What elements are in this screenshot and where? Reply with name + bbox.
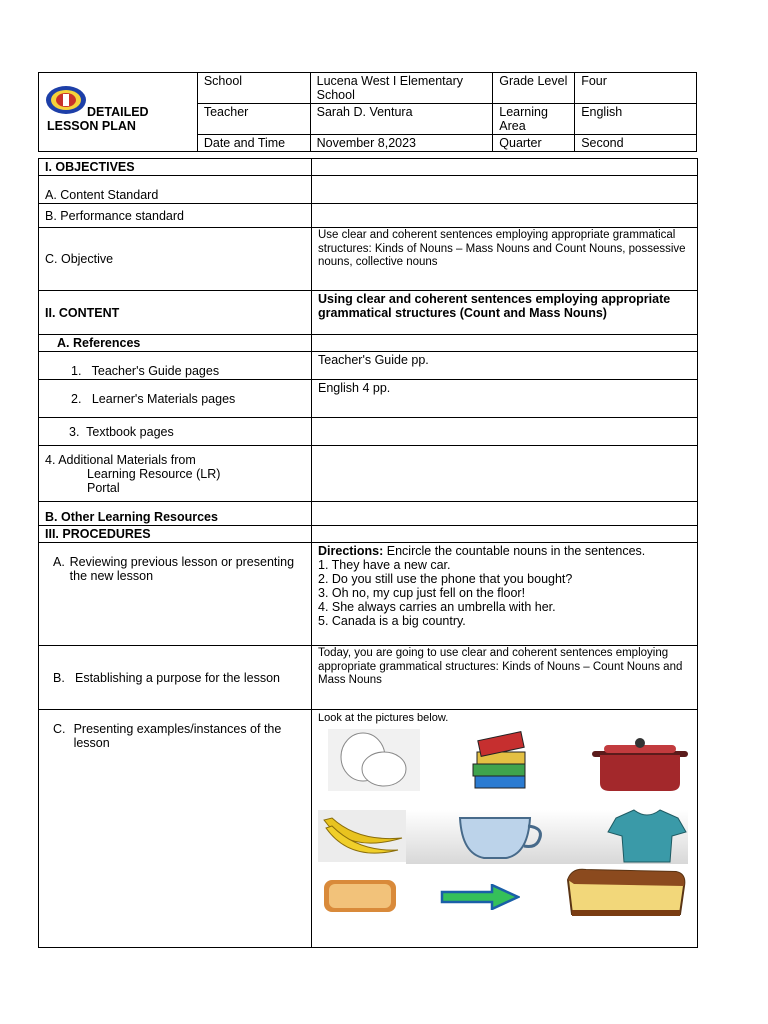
proc-a: A. Reviewing previous lesson or presenting the new lesson bbox=[39, 543, 312, 646]
sentence-3: 3. Oh no, my cup just fell on the floor! bbox=[318, 586, 526, 600]
title-cell: DETAILED LESSON PLAN bbox=[39, 73, 198, 152]
date-label: Date and Time bbox=[197, 135, 310, 152]
shirt-icon bbox=[606, 808, 688, 864]
sentence-1: 1. They have a new car. bbox=[318, 558, 451, 572]
sentence-5: 5. Canada is a big country. bbox=[318, 614, 466, 628]
purpose-text: Today, you are going to use clear and coherent sentences employing appropriate grammatical structures: Kinds of Nouns – Count Nouns and Mass Nouns bbox=[312, 646, 698, 710]
grade-value: Four bbox=[575, 73, 697, 104]
school-value: Lucena West I Elementary School bbox=[310, 73, 493, 104]
objective-text: Use clear and coherent sentences employing appropriate grammatical structures: Kinds of Nouns – Mass Nouns and Count Nouns, possessive nouns, collective nouns bbox=[312, 228, 698, 291]
doc-title: DETAILED bbox=[87, 105, 149, 119]
area-value: English bbox=[575, 104, 697, 135]
books-icon bbox=[467, 730, 531, 792]
quarter-label: Quarter bbox=[493, 135, 575, 152]
lr-label: 4. Additional Materials from Learning Resource (LR) Portal bbox=[39, 446, 312, 502]
performance-standard-label: B. Performance standard bbox=[39, 204, 312, 228]
school-label: School bbox=[197, 73, 310, 104]
tg-label: 1. Teacher's Guide pages bbox=[39, 352, 312, 380]
grade-label: Grade Level bbox=[493, 73, 575, 104]
quarter-value: Second bbox=[575, 135, 697, 152]
tb-label: 3. Textbook pages bbox=[39, 418, 312, 446]
arrow-icon bbox=[440, 884, 520, 910]
pot-icon bbox=[590, 737, 690, 793]
references-heading: A. References bbox=[39, 335, 312, 352]
review-directions: Directions: Encircle the countable nouns in the sentences. 1. They have a new car. 2. Do you still use the phone that you bought? 3. Oh no, my cup just fell on the floor! 4. She always carries an umbrella with her. 5. Canada is a big country. bbox=[312, 543, 698, 646]
sentence-2: 2. Do you still use the phone that you bought? bbox=[318, 572, 573, 586]
bananas-icon bbox=[318, 810, 406, 862]
teacher-label: Teacher bbox=[197, 104, 310, 135]
cake-icon bbox=[562, 864, 688, 920]
objectives-heading: I. OBJECTIVES bbox=[39, 159, 312, 176]
content-standard-label: A. Content Standard bbox=[39, 176, 312, 204]
sentence-4: 4. She always carries an umbrella with her. bbox=[318, 600, 556, 614]
other-resources-heading: B. Other Learning Resources bbox=[39, 502, 312, 526]
procedures-heading: III. PROCEDURES bbox=[39, 526, 312, 543]
proc-b: B. Establishing a purpose for the lesson bbox=[39, 646, 312, 710]
content-text: Using clear and coherent sentences employing appropriate grammatical structures (Count and Mass Nouns) bbox=[312, 291, 698, 335]
tg-text: Teacher's Guide pp. bbox=[312, 352, 698, 380]
content-heading: II. CONTENT bbox=[39, 291, 312, 335]
lm-text: English 4 pp. bbox=[312, 380, 698, 418]
teacher-value: Sarah D. Ventura bbox=[310, 104, 493, 135]
area-label: Learning Area bbox=[493, 104, 575, 135]
toast-icon bbox=[320, 874, 400, 916]
date-value: November 8,2023 bbox=[310, 135, 493, 152]
proc-c: C. Presenting examples/instances of the lesson bbox=[39, 710, 312, 948]
eggs-icon bbox=[328, 729, 420, 791]
objective-label: C. Objective bbox=[39, 228, 312, 291]
look-text: Look at the pictures below. bbox=[312, 710, 698, 948]
lm-label: 2. Learner's Materials pages bbox=[39, 380, 312, 418]
header-table bbox=[38, 72, 697, 152]
